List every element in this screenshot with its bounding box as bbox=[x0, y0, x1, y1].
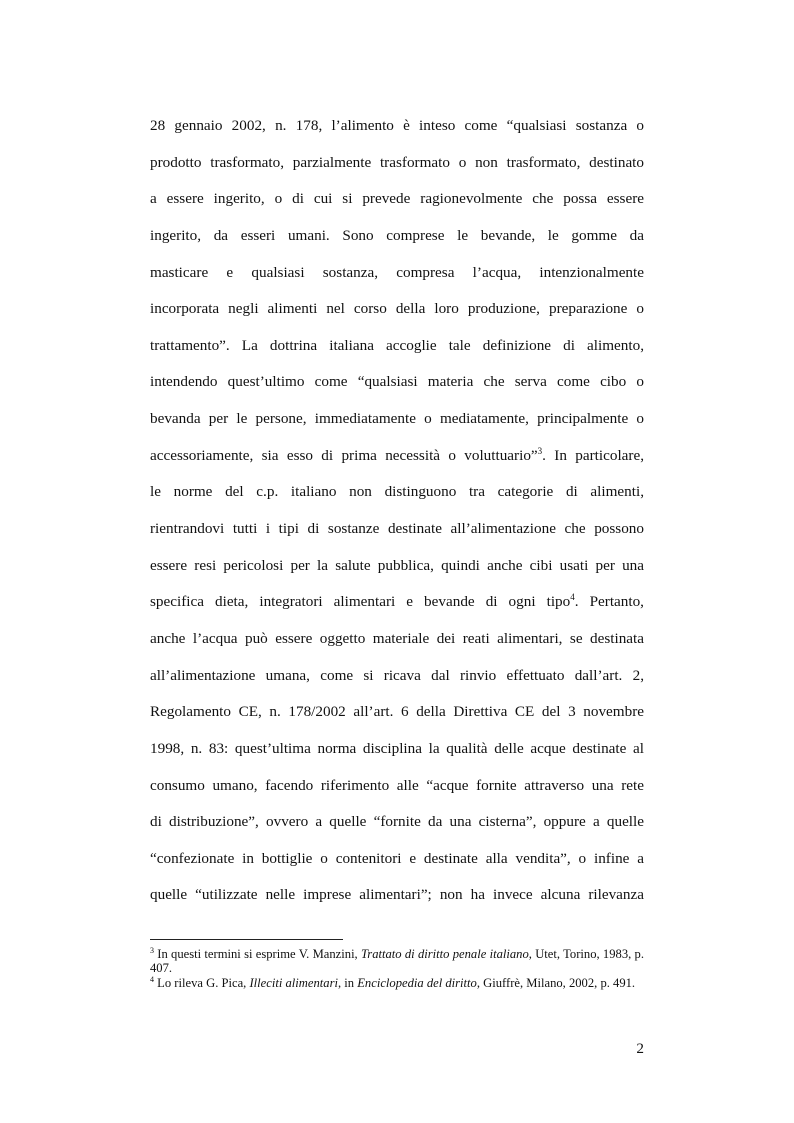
body-text bbox=[150, 108, 644, 914]
footnote-ref-3[interactable]: 3 bbox=[537, 445, 543, 456]
text-line-10-after: . In particolare, bbox=[542, 446, 644, 464]
text-line-9: bevanda per le persone, immediatamente o mediatamente, principalmente o bbox=[150, 410, 644, 428]
footnote-ref-4[interactable]: 4 bbox=[570, 592, 575, 603]
text-line-15: anche l’acqua può essere oggetto materiale dei reati alimentari, se destinata bbox=[150, 629, 644, 647]
footnote-mark-3: 3 bbox=[150, 945, 154, 955]
text-line-10-before: accessoriamente, sia esso di prima necessità o voluttuario” bbox=[150, 446, 538, 464]
footnote-mark-4: 4 bbox=[150, 974, 154, 984]
text-line-1: 28 gennaio 2002, n. 178, l’alimento è inteso come “qualsiasi sostanza o bbox=[150, 117, 644, 134]
text-line-22: quelle “utilizzate nelle imprese alimentari”; non ha invece alcuna rilevanza bbox=[150, 886, 644, 904]
text-line-21: “confezionate in bottiglie o contenitori e destinate alla vendita”, o infine a bbox=[150, 849, 644, 867]
footnote-4-text-b: , in bbox=[337, 975, 358, 990]
footnote-3-text-a: In questi termini si esprime V. Manzini, bbox=[154, 947, 361, 961]
text-line-2: prodotto trasformato, parzialmente trasformato o non trasformato, destinato bbox=[150, 153, 644, 171]
footnote-3 bbox=[150, 947, 644, 976]
text-line-5: masticare e qualsiasi sostanza, compresa l’acqua, intenzionalmente bbox=[150, 263, 644, 281]
text-line-13: essere resi pericolosi per la salute pubblica, quindi anche cibi usati per una bbox=[150, 556, 644, 574]
footnotes bbox=[150, 947, 644, 990]
page-number: 2 bbox=[636, 1040, 644, 1057]
text-line-16: all’alimentazione umana, come si ricava dal rinvio effettuato dall’art. 2, bbox=[150, 666, 644, 684]
text-line-20: di distribuzione”, ovvero a quelle “fornite da una cisterna”, oppure a quelle bbox=[150, 813, 644, 831]
footnote-4-text-a: Lo rileva G. Pica, bbox=[154, 975, 250, 990]
text-line-18: 1998, n. 83: quest’ultima norma disciplina la qualità delle acque destinate al bbox=[150, 739, 644, 757]
footnote-3-text-b: , Utet, Torino, 1983, p. 407. bbox=[150, 947, 644, 976]
text-line-14-before: specifica dieta, integratori alimentari e bevande di ogni tipo bbox=[150, 593, 571, 611]
footnote-4-title: Illeciti alimentari bbox=[249, 975, 338, 990]
text-line-14-after: . Pertanto, bbox=[574, 593, 644, 611]
footnote-4-text-c: , Giuffrè, Milano, 2002, p. 491. bbox=[476, 975, 636, 990]
footnote-4-source: Enciclopedia del diritto bbox=[357, 975, 477, 990]
footnote-3-title: Trattato di diritto penale italiano bbox=[361, 947, 529, 961]
text-line-10 bbox=[150, 438, 644, 475]
footnote-separator bbox=[150, 939, 343, 940]
text-line-6: incorporata negli alimenti nel corso della loro produzione, preparazione o bbox=[150, 300, 644, 318]
text-line-4: ingerito, da esseri umani. Sono comprese le bevande, le gomme da bbox=[150, 226, 644, 244]
text-line-3: a essere ingerito, o di cui si prevede ragionevolmente che possa essere bbox=[150, 190, 644, 208]
text-line-14 bbox=[150, 584, 644, 621]
footnote-4 bbox=[150, 976, 644, 990]
text-line-11: le norme del c.p. italiano non distinguono tra categorie di alimenti, bbox=[150, 483, 644, 501]
text-line-12: rientrandovi tutti i tipi di sostanze destinate all’alimentazione che possono bbox=[150, 520, 644, 538]
text-line-17: Regolamento CE, n. 178/2002 all’art. 6 della Direttiva CE del 3 novembre bbox=[150, 703, 644, 721]
text-line-8: intendendo quest’ultimo come “qualsiasi materia che serva come cibo o bbox=[150, 373, 644, 391]
text-line-7: trattamento”. La dottrina italiana accoglie tale definizione di alimento, bbox=[150, 336, 644, 354]
text-line-19: consumo umano, facendo riferimento alle “acque fornite attraverso una rete bbox=[150, 776, 644, 794]
